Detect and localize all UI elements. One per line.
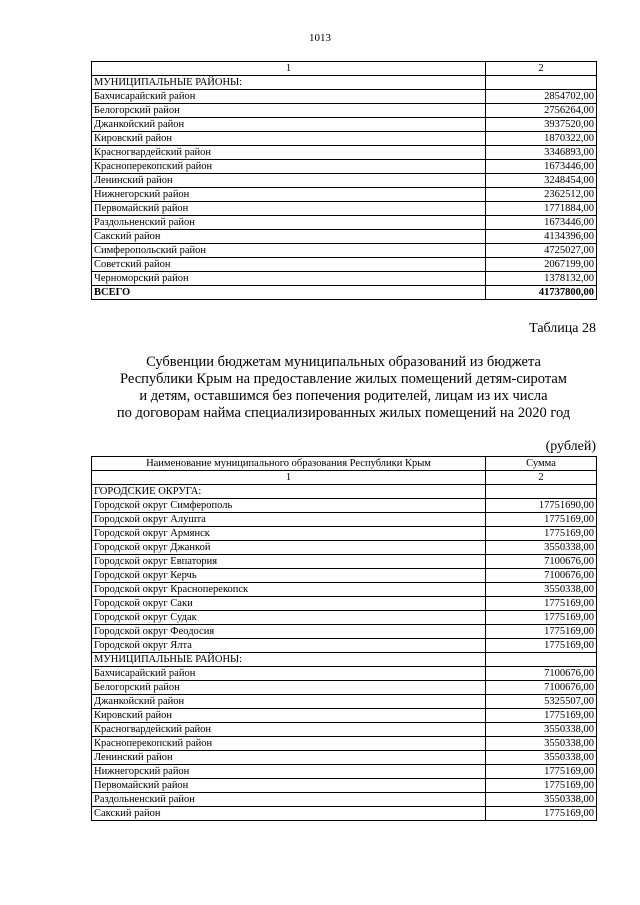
table-row (92, 146, 597, 160)
row-name: Сакский район (92, 807, 486, 821)
table-row (92, 751, 597, 765)
column-number-2: 2 (486, 62, 597, 76)
table-row (92, 569, 597, 583)
row-value: 1378132,00 (486, 272, 597, 286)
table-row (92, 709, 597, 723)
row-value: 1775169,00 (486, 513, 597, 527)
table-row (92, 541, 597, 555)
row-name: Городской округ Джанкой (92, 541, 486, 555)
row-name: Городской округ Красноперекопск (92, 583, 486, 597)
table-row (92, 258, 597, 272)
row-value: 3550338,00 (486, 737, 597, 751)
row-name: Джанкойский район (92, 695, 486, 709)
table-row (92, 160, 597, 174)
row-value: 7100676,00 (486, 555, 597, 569)
column-number-1: 1 (92, 471, 486, 485)
row-name: Красногвардейский район (92, 723, 486, 737)
row-value: 2756264,00 (486, 104, 597, 118)
row-value: 3937520,00 (486, 118, 597, 132)
row-name: Красноперекопский район (92, 160, 486, 174)
row-value: 4134396,00 (486, 230, 597, 244)
table-row (92, 597, 597, 611)
row-name: Городской округ Алушта (92, 513, 486, 527)
row-name: Нижнегорский район (92, 188, 486, 202)
header-name: Наименование муниципального образования Республики Крым (92, 457, 486, 471)
row-value (486, 653, 597, 667)
row-name: ВСЕГО (92, 286, 486, 300)
row-name: Красноперекопский район (92, 737, 486, 751)
table-label: Таблица 28 (529, 321, 596, 336)
row-value: 1775169,00 (486, 709, 597, 723)
row-value: 1775169,00 (486, 779, 597, 793)
table-row (92, 793, 597, 807)
row-value: 2362512,00 (486, 188, 597, 202)
caption-line: по договорам найма специализированных жилых помещений на 2020 год (116, 405, 571, 421)
table-row (92, 90, 597, 104)
table-row (92, 286, 597, 300)
row-value: 1870322,00 (486, 132, 597, 146)
empty-cell (486, 76, 597, 90)
subvention-table-28 (91, 456, 597, 821)
row-value: 1775169,00 (486, 639, 597, 653)
row-name: Городской округ Феодосия (92, 625, 486, 639)
column-number-row (92, 471, 597, 485)
caption-line: Республики Крым на предоставление жилых помещений детям-сиротам (120, 371, 567, 387)
row-name: Ленинский район (92, 174, 486, 188)
column-number-2: 2 (486, 471, 597, 485)
header-sum: Сумма (486, 457, 597, 471)
row-value: 1775169,00 (486, 765, 597, 779)
table-row (92, 583, 597, 597)
row-name: Городской округ Симферополь (92, 499, 486, 513)
table-row (92, 807, 597, 821)
row-name: Ленинский район (92, 751, 486, 765)
row-value: 41737800,00 (486, 286, 597, 300)
row-value: 1775169,00 (486, 807, 597, 821)
row-name: Джанкойский район (92, 118, 486, 132)
row-name: Раздольненский район (92, 793, 486, 807)
table-row (92, 174, 597, 188)
table-row (92, 499, 597, 513)
row-value: 2067199,00 (486, 258, 597, 272)
row-value: 7100676,00 (486, 569, 597, 583)
table-row (92, 555, 597, 569)
table-row (92, 202, 597, 216)
table-row (92, 653, 597, 667)
row-value: 3550338,00 (486, 751, 597, 765)
row-name: Первомайский район (92, 202, 486, 216)
section-title: ГОРОДСКИЕ ОКРУГА: (92, 485, 486, 499)
row-name: Городской округ Ялта (92, 639, 486, 653)
section-title-row (92, 485, 597, 499)
table-row (92, 681, 597, 695)
row-name: Советский район (92, 258, 486, 272)
table-row (92, 272, 597, 286)
row-value: 3550338,00 (486, 541, 597, 555)
table-row (92, 765, 597, 779)
table-row (92, 230, 597, 244)
row-name: Городской округ Саки (92, 597, 486, 611)
table-row (92, 104, 597, 118)
row-name: Черноморский район (92, 272, 486, 286)
section-title: МУНИЦИПАЛЬНЫЕ РАЙОНЫ: (92, 76, 486, 90)
table-row (92, 639, 597, 653)
row-name: Белогорский район (92, 104, 486, 118)
row-value: 3550338,00 (486, 793, 597, 807)
table-row (92, 737, 597, 751)
row-value: 3346893,00 (486, 146, 597, 160)
header-row (92, 457, 597, 471)
row-name: Нижнегорский район (92, 765, 486, 779)
table-row (92, 118, 597, 132)
row-value: 2854702,00 (486, 90, 597, 104)
row-value: 1775169,00 (486, 611, 597, 625)
row-value: 1673446,00 (486, 216, 597, 230)
caption-line: Субвенции бюджетам муниципальных образований из бюджета (146, 354, 541, 370)
table-row (92, 216, 597, 230)
subvention-table-continued (91, 61, 597, 300)
row-value: 3550338,00 (486, 583, 597, 597)
row-name: Бахчисарайский район (92, 90, 486, 104)
row-value: 1775169,00 (486, 625, 597, 639)
row-name: МУНИЦИПАЛЬНЫЕ РАЙОНЫ: (92, 653, 486, 667)
table-row (92, 667, 597, 681)
table-row (92, 188, 597, 202)
row-value: 1673446,00 (486, 160, 597, 174)
table-caption (91, 354, 596, 422)
row-name: Кировский район (92, 709, 486, 723)
caption-line: и детям, оставшимся без попечения родителей, лицам из их числа (139, 388, 548, 404)
row-value: 5325507,00 (486, 695, 597, 709)
row-value: 7100676,00 (486, 681, 597, 695)
row-name: Городской округ Армянск (92, 527, 486, 541)
row-name: Раздольненский район (92, 216, 486, 230)
row-name: Городской округ Судак (92, 611, 486, 625)
empty-cell (486, 485, 597, 499)
page-number: 1013 (309, 32, 331, 44)
row-value: 1771884,00 (486, 202, 597, 216)
row-name: Городской округ Евпатория (92, 555, 486, 569)
table-row (92, 779, 597, 793)
row-name: Симферопольский район (92, 244, 486, 258)
row-value: 3550338,00 (486, 723, 597, 737)
table-row (92, 244, 597, 258)
row-value: 1775169,00 (486, 527, 597, 541)
row-value: 7100676,00 (486, 667, 597, 681)
table-row (92, 695, 597, 709)
row-name: Красногвардейский район (92, 146, 486, 160)
row-name: Сакский район (92, 230, 486, 244)
row-name: Кировский район (92, 132, 486, 146)
row-value: 4725027,00 (486, 244, 597, 258)
row-name: Бахчисарайский район (92, 667, 486, 681)
row-name: Белогорский район (92, 681, 486, 695)
table-row (92, 625, 597, 639)
table-row (92, 132, 597, 146)
table-row (92, 723, 597, 737)
row-name: Первомайский район (92, 779, 486, 793)
column-number-row (92, 62, 597, 76)
row-value: 1775169,00 (486, 597, 597, 611)
table-row (92, 611, 597, 625)
row-name: Городской округ Керчь (92, 569, 486, 583)
column-number-1: 1 (92, 62, 486, 76)
table-row (92, 527, 597, 541)
units-label: (рублей) (545, 439, 596, 454)
row-value: 17751690,00 (486, 499, 597, 513)
section-title-row (92, 76, 597, 90)
table-row (92, 513, 597, 527)
row-value: 3248454,00 (486, 174, 597, 188)
